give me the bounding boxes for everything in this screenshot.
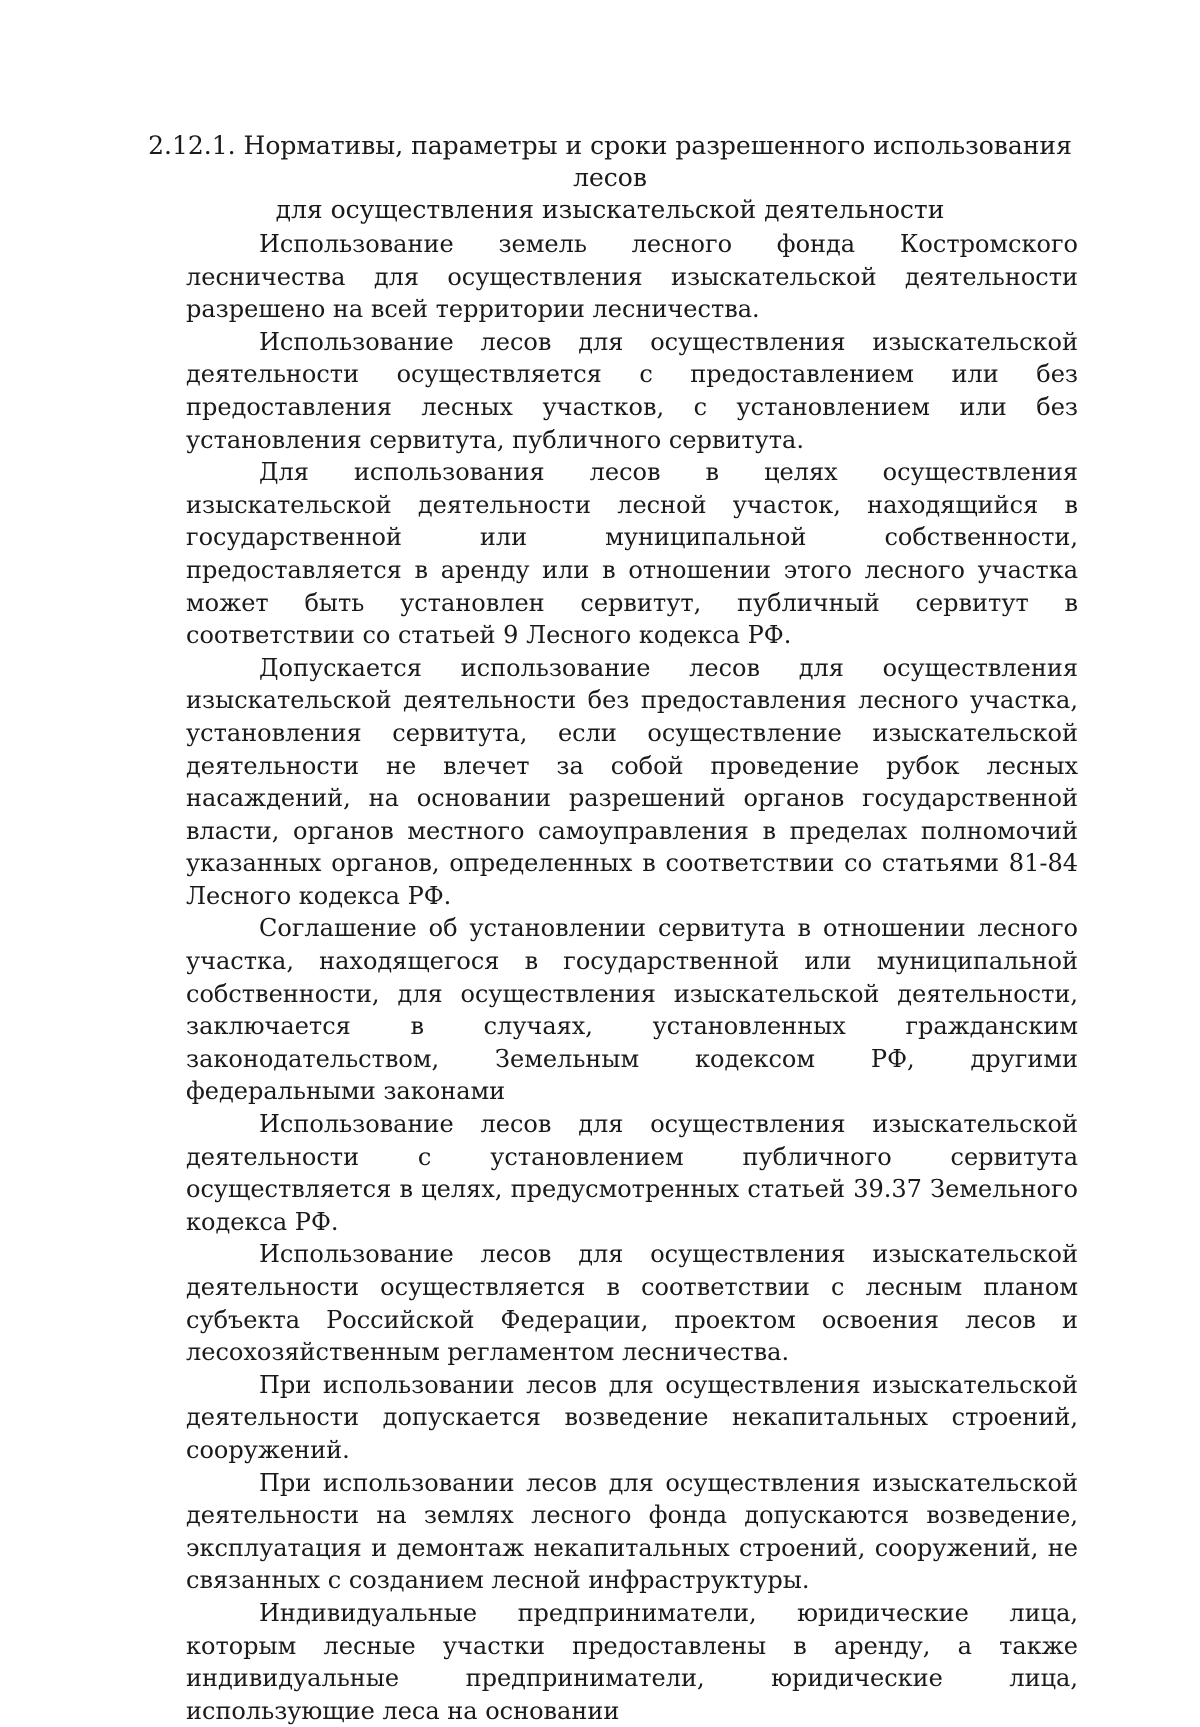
heading-line-2: для осуществления изыскательской деятельности: [275, 195, 945, 224]
paragraph: Использование лесов для осуществления изыскательской деятельности с установлением публичного сервитута осуществляется в целях, предусмотренных статьей 39.37 Земельного кодекса РФ.: [186, 1110, 1078, 1236]
paragraph: Допускается использование лесов для осуществления изыскательской деятельности без предоставления лесного участка, установления сервитута, если осуществление изыскательской деятельности не влечет за собой проведение рубок лесных насаждений, на основании разрешений органов государственной власти, органов местного самоуправления в пределах полномочий указанных органов, определенных в соответствии со статьями 81-84 Лесного кодекса РФ.: [186, 653, 1078, 910]
section-heading: [140, 130, 1080, 226]
paragraph: Соглашение об установлении сервитута в отношении лесного участка, находящегося в государственной или муниципальной собственности, для осуществления изыскательской деятельности, заключается в случаях, установленных гражданским законодательством, Земельным кодексом РФ, другими федеральными законами: [186, 914, 1078, 1106]
heading-line-1: 2.12.1. Нормативы, параметры и сроки разрешенного использования лесов: [148, 131, 1072, 192]
paragraph: При использовании лесов для осуществления изыскательской деятельности на землях лесного фонда допускаются возведение, эксплуатация и демонтаж некапитальных строений, сооружений, не связанных с созданием лесной инфраструктуры.: [186, 1468, 1078, 1595]
paragraph: Использование лесов для осуществления изыскательской деятельности осуществляется с предоставлением или без предоставления лесных участков, с установлением или без установления сервитута, публичного сервитута.: [186, 327, 1078, 454]
paragraph: При использовании лесов для осуществления изыскательской деятельности допускается возведение некапитальных строений, сооружений.: [186, 1370, 1078, 1464]
paragraph: Использование земель лесного фонда Костромского лесничества для осуществления изыскательской деятельности разрешено на всей территории лесничества.: [186, 230, 1078, 324]
paragraph: Использование лесов для осуществления изыскательской деятельности осуществляется в соответствии с лесным планом субъекта Российской Федерации, проектом освоения лесов и лесохозяйственным регламентом лесничества.: [186, 1240, 1078, 1367]
paragraph: Для использования лесов в целях осуществления изыскательской деятельности лесной участок, находящийся в государственной или муниципальной собственности, предоставляется в аренду или в отношении этого лесного участка может быть установлен сервитут, публичный сервитут в соответствии со статьей 9 Лесного кодекса РФ.: [186, 458, 1078, 650]
paragraph: Индивидуальные предприниматели, юридические лица, которым лесные участки предоставлены в аренду, а также индивидуальные предприниматели, юридические лица, использующие леса на основании: [186, 1598, 1078, 1725]
document-body: [186, 228, 1078, 1727]
